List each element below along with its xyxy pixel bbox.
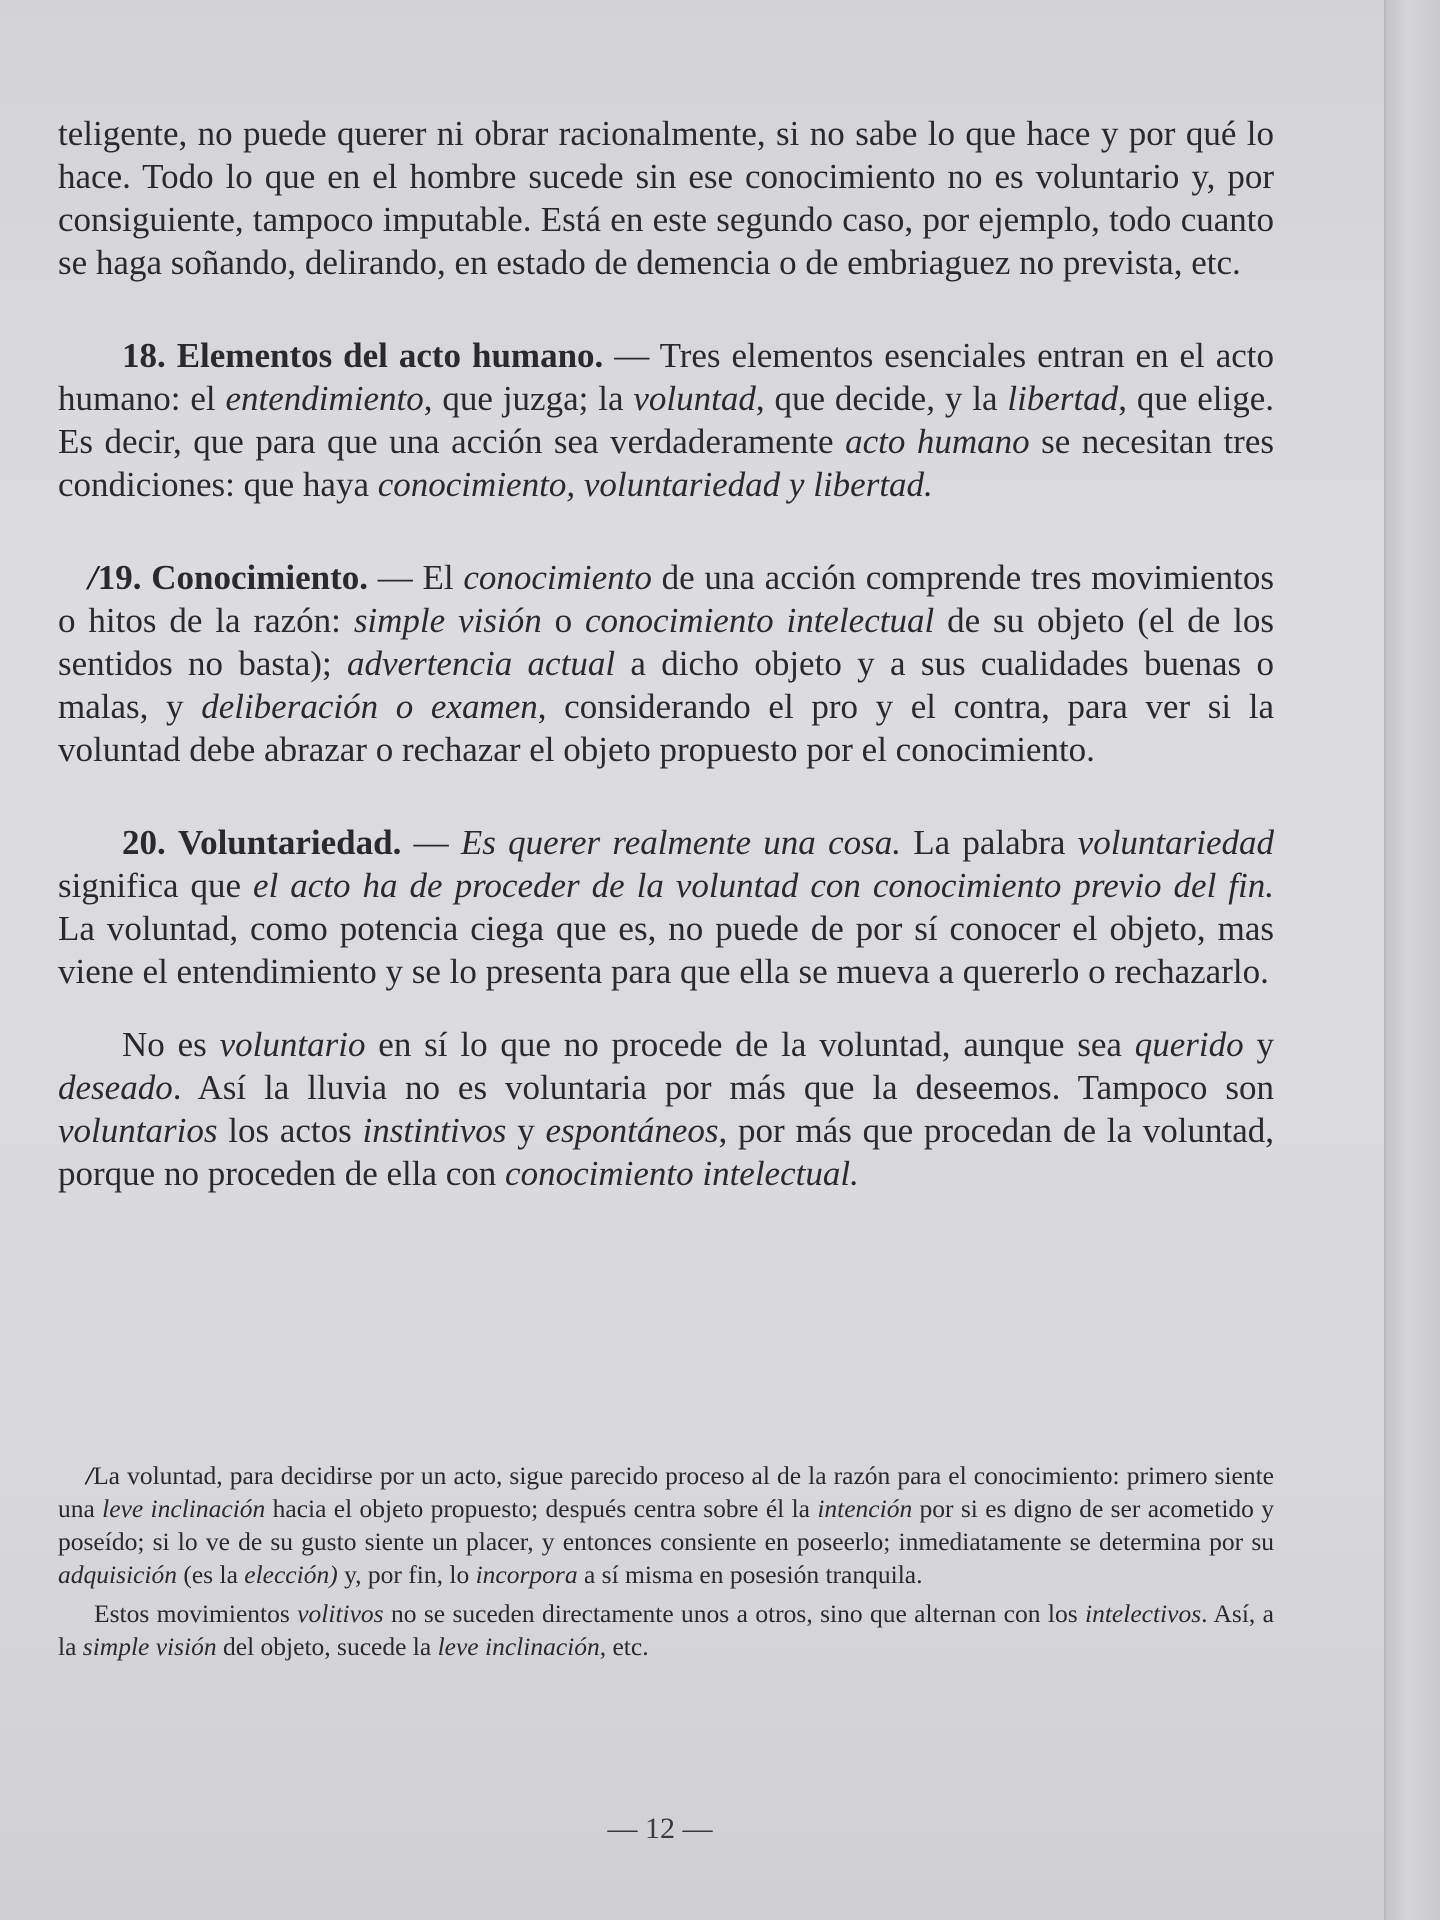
section-19-text: a dicho objeto y a sus cualidades buenas o malas, y <box>58 644 1274 726</box>
note-italic: simple visión <box>82 1632 217 1661</box>
section-19-italic: conocimiento intelectual <box>585 601 935 640</box>
section-20-italic: voluntariedad <box>1077 823 1275 862</box>
section-18-dash: — <box>603 336 660 375</box>
note-text: y, por fin, lo <box>337 1560 476 1589</box>
paragraph-italic: querido <box>1134 1025 1244 1064</box>
section-18-italic: conocimiento, voluntariedad y libertad. <box>377 465 933 504</box>
paragraph-text: y <box>506 1111 546 1150</box>
paragraph-text: los actos <box>217 1111 363 1150</box>
note-italic: elección) <box>244 1560 338 1589</box>
paragraph-italic: espontáneos <box>545 1111 719 1150</box>
section-19-italic: deliberación o examen <box>201 687 538 726</box>
section-19-italic: simple visión <box>353 601 542 640</box>
section-20 <box>58 821 1274 993</box>
section-19 <box>58 556 1274 771</box>
section-18-italic: acto humano <box>845 422 1030 461</box>
pencil-mark: / <box>88 558 98 597</box>
section-20-dash: — <box>401 823 461 862</box>
section-19-title: Conocimiento. <box>151 558 369 597</box>
paragraph-italic: instintivos <box>362 1111 507 1150</box>
paragraph-italic: conocimiento intelectual. <box>505 1154 859 1193</box>
section-19-number: 19. <box>97 558 142 597</box>
note-text: (es la <box>177 1560 245 1589</box>
paragraph-intro-text: teligente, no puede querer ni obrar racionalmente, si no sabe lo que hace y por qué lo hace. Todo lo que en el hombre sucede sin ese conocimiento no es voluntario y, por consiguiente, tampoco imputable. Está en este segundo caso, por ejemplo, todo cuanto se haga soñando, delirando, en estado de demencia o de embriaguez no prevista, etc. <box>58 114 1274 282</box>
section-18-italic: libertad <box>1007 379 1119 418</box>
section-18-italic: entendimiento <box>225 379 424 418</box>
note-italic: leve inclinación <box>437 1632 600 1661</box>
note-italic: incorpora <box>475 1560 578 1589</box>
section-18-text: , que elige. Es decir, que para que una acción sea verdaderamente <box>58 379 1274 461</box>
paragraph-italic: deseado <box>58 1068 173 1107</box>
section-19-dash: — <box>368 558 423 597</box>
note-text: del objeto, sucede la <box>216 1632 438 1661</box>
section-19-text: o <box>541 601 586 640</box>
section-18-text: , que juzga; la <box>423 379 634 418</box>
note-italic: intelectivos <box>1085 1599 1202 1628</box>
section-20-italic: Es querer realmente una cosa. <box>460 823 901 862</box>
note-text: , etc. <box>599 1632 649 1661</box>
paragraph-voluntario <box>58 1023 1274 1195</box>
paragraph-text: y <box>1243 1025 1274 1064</box>
section-18-title: Elementos del acto humano. <box>176 336 604 375</box>
note-text: no se suceden directamente unos a otros, sino que alternan con los <box>383 1599 1086 1628</box>
section-18-italic: voluntad <box>633 379 756 418</box>
paragraph-intro <box>58 112 1274 284</box>
section-19-italic: conocimiento <box>463 558 652 597</box>
small-print-notes <box>58 1459 1274 1663</box>
main-text <box>58 112 1274 1195</box>
section-18-text: se necesitan tres condiciones: que haya <box>58 422 1274 504</box>
section-20-italic: el acto ha de proceder de la voluntad con conocimiento previo del fin. <box>253 866 1274 905</box>
note-text: La voluntad, para decidirse por un acto, sigue parecido proceso al de la razón para el conocimiento: primero siente una <box>58 1461 1274 1523</box>
section-18-number: 18. <box>122 336 166 375</box>
section-20-text: La palabra <box>900 823 1078 862</box>
paragraph-text: en sí lo que no procede de la voluntad, aunque sea <box>365 1025 1135 1064</box>
section-18-text: , que decide, y la <box>755 379 1008 418</box>
note-voluntad <box>58 1459 1274 1591</box>
paragraph-italic: voluntarios <box>58 1111 218 1150</box>
paragraph-text: No es <box>122 1025 220 1064</box>
section-20-number: 20. <box>122 823 166 862</box>
page-number: — 12 — <box>607 1812 713 1845</box>
page-gutter <box>1384 0 1440 1920</box>
note-text: . Así, a la <box>58 1599 1274 1661</box>
section-19-italic: advertencia actual <box>347 644 616 683</box>
section-20-text: significa que <box>58 866 254 905</box>
section-18-text: Tres elementos esenciales entran en el acto humano: el <box>58 336 1274 418</box>
note-movimientos <box>58 1597 1274 1663</box>
paragraph-text: . Así la lluvia no es voluntaria por más que la deseemos. Tampoco son <box>172 1068 1274 1107</box>
section-19-text: El <box>422 558 464 597</box>
section-19-text: de su objeto (el de los sentidos no basta); <box>58 601 1275 683</box>
section-18 <box>58 334 1274 506</box>
note-text: por si es digno de ser acometido y poseído; si lo ve de su gusto siente un placer, y entonces consiente en poseerlo; inmediatamente se determina por su <box>58 1494 1275 1556</box>
note-text: a sí misma en posesión tranquila. <box>577 1560 923 1589</box>
note-italic: volitivos <box>297 1599 384 1628</box>
pencil-mark: / <box>86 1461 94 1490</box>
note-italic: leve inclinación <box>102 1494 266 1523</box>
section-20-title: Voluntariedad. <box>178 823 402 862</box>
note-italic: intención <box>817 1494 913 1523</box>
note-text: hacia el objeto propuesto; después centra sobre él la <box>265 1494 818 1523</box>
paragraph-italic: voluntario <box>219 1025 366 1064</box>
section-20-text: La voluntad, como potencia ciega que es, no puede de por sí conocer el objeto, mas viene el entendimiento y se lo presenta para que ella se mueva a quererlo o rechazarlo. <box>58 909 1274 991</box>
section-19-text: de una acción comprende tres movimientos o hitos de la razón: <box>58 558 1274 640</box>
section-19-text: , considerando el pro y el contra, para ver si la voluntad debe abrazar o rechazar el objeto propuesto por el conocimiento. <box>58 687 1274 769</box>
note-text: Estos movimientos <box>94 1599 298 1628</box>
paragraph-text: , por más que procedan de la voluntad, porque no proceden de ella con <box>58 1111 1275 1193</box>
note-italic: adquisición <box>58 1560 177 1589</box>
